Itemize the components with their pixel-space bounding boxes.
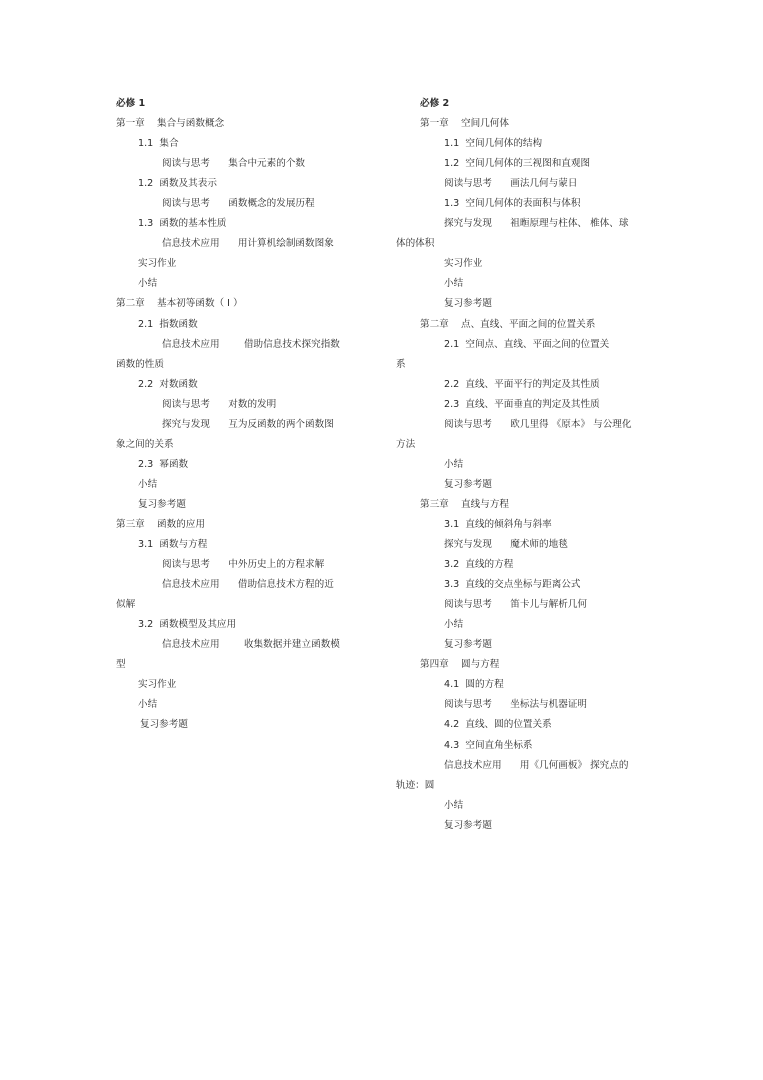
toc-line: 系 [396,358,406,370]
toc-line: 探究与发现 魔术师的地毯 [444,539,568,551]
toc-line: 小结 [444,458,464,470]
toc-line: 1.1 空间几何体的结构 [444,138,543,150]
toc-line: 1.3 空间几何体的表面积与体积 [444,198,581,210]
toc-line: 阅读与思考 坐标法与机器证明 [444,699,588,711]
toc-line: 1.2 空间几何体的三视图和直观图 [444,158,591,170]
toc-line: 必修 1 [116,98,146,109]
toc-line: 复习参考题 [444,819,492,831]
toc-line: 2.3 直线、平面垂直的判定及其性质 [444,398,600,410]
toc-line: 似解 [116,599,136,611]
toc-line: 小结 [444,799,464,811]
toc-line: 实习作业 [444,258,483,270]
toc-line: 阅读与思考 中外历史上的方程求解 [162,559,325,571]
toc-line: 第四章 圆与方程 [420,659,500,671]
toc-line: 阅读与思考 画法几何与蒙日 [444,178,578,190]
toc-line: 阅读与思考 对数的发明 [162,398,277,410]
toc-line: 2.2 直线、平面平行的判定及其性质 [444,378,600,390]
toc-line: 实习作业 [138,258,177,270]
toc-line: 信息技术应用 用计算机绘制函数图象 [162,238,334,250]
toc-line: 1.2 函数及其表示 [138,178,217,190]
toc-line: 4.1 圆的方程 [444,679,504,691]
toc-line: 2.3 幂函数 [138,458,189,470]
toc-line: 轨迹：圆 [396,779,435,791]
toc-line: 小结 [138,478,158,490]
toc-line: 复习参考题 [444,639,492,651]
toc-line: 第一章 空间几何体 [420,118,509,130]
toc-line: 必修 2 [420,98,450,109]
toc-line: 探究与发现 互为反函数的两个函数图 [162,418,334,430]
toc-line: 型 [116,659,126,671]
toc-column-right [396,94,646,836]
toc-line: 小结 [138,278,158,290]
toc-line: 3.1 直线的倾斜角与斜率 [444,518,552,530]
toc-line: 象之间的关系 [116,438,174,450]
toc-line: 2.2 对数函数 [138,378,198,390]
toc-line: 3.3 直线的交点坐标与距离公式 [444,579,581,591]
toc-line: 第三章 直线与方程 [420,498,509,510]
toc-line: 信息技术应用 借助信息技术方程的近 [162,579,334,591]
toc-column-left [116,94,366,736]
toc-line: 4.2 直线、圆的位置关系 [444,719,552,731]
toc-line: 复习参考题 [444,298,492,310]
toc-line: 1.3 函数的基本性质 [138,218,227,230]
toc-line: 信息技术应用 借助信息技术探究指数 [162,338,340,350]
toc-line: 复习参考题 [138,498,186,510]
toc-line: 第二章 点、直线、平面之间的位置关系 [420,318,596,330]
toc-line: 第三章 函数的应用 [116,518,205,530]
toc-line: 第一章 集合与函数概念 [116,118,225,130]
toc-line: 1.1 集合 [138,138,179,150]
toc-line: 小结 [444,619,464,631]
toc-line: 3.1 函数与方程 [138,539,208,551]
toc-line: 阅读与思考 欧几里得 《原本》 与公理化 [444,418,632,430]
toc-line: 2.1 空间点、直线、平面之间的位置关 [444,338,610,350]
toc-line: 信息技术应用 用《几何画板》 探究点的 [444,759,629,771]
toc-line: 阅读与思考 笛卡儿与解析几何 [444,599,588,611]
toc-line: 阅读与思考 函数概念的发展历程 [162,198,315,210]
toc-line: 小结 [444,278,464,290]
toc-line: 探究与发现 祖暅原理与柱体、 椎体、球 [444,218,629,230]
toc-line: 小结 [138,699,158,711]
toc-line: 3.2 函数模型及其应用 [138,619,237,631]
toc-line: 函数的性质 [116,358,164,370]
toc-line: 体的体积 [396,238,435,250]
toc-line: 2.1 指数函数 [138,318,198,330]
toc-line: 复习参考题 [140,719,188,731]
toc-line: 信息技术应用 收集数据并建立函数模 [162,639,340,651]
toc-line: 方法 [396,438,416,450]
toc-line: 3.2 直线的方程 [444,559,514,571]
toc-line: 复习参考题 [444,478,492,490]
toc-line: 阅读与思考 集合中元素的个数 [162,158,306,170]
toc-line: 实习作业 [138,679,177,691]
toc-line: 4.3 空间直角坐标系 [444,739,533,751]
toc-line: 第二章 基本初等函数（ I ） [116,298,243,310]
